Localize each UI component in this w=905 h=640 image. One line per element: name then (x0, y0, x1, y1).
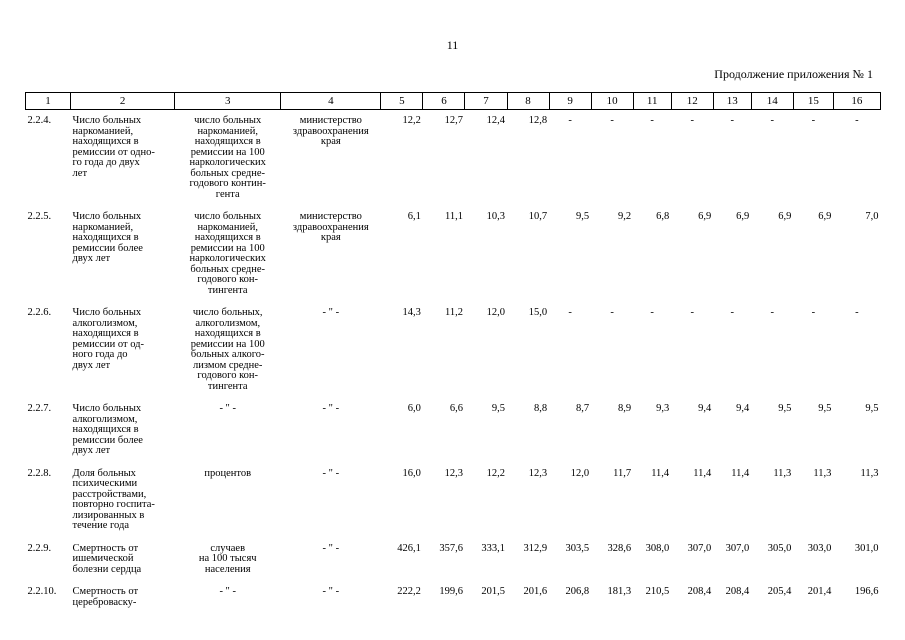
value-cell: 208,4 (687, 586, 712, 597)
column-header: 16 (833, 93, 880, 110)
value-cell: 6,1 (407, 211, 421, 222)
indicator-name: Число больных алкоголизмом, находящихся в ремиссии более двух лет (72, 403, 143, 456)
row-code: 2.2.10. (27, 586, 57, 597)
value-cell: - (730, 115, 734, 126)
value-cell: 15,0 (528, 307, 548, 318)
row-code: 2.2.4. (27, 115, 52, 126)
value-cell: 426,1 (397, 542, 421, 554)
column-header: 14 (751, 93, 793, 110)
value-cell: 11,2 (444, 307, 463, 318)
column-header: 10 (591, 93, 633, 110)
value-cell: - (568, 115, 572, 126)
indicator-name: Смертность от цереброваску- (72, 586, 139, 608)
value-cell: 12,2 (402, 115, 421, 126)
value-cell: 16,0 (402, 467, 421, 479)
column-header: 15 (793, 93, 833, 110)
column-header: 6 (423, 93, 465, 110)
value-cell: 11,4 (693, 467, 712, 479)
value-cell: 205,4 (767, 586, 792, 597)
value-cell: - (690, 307, 694, 318)
responsible-body: - " - (322, 403, 340, 414)
value-cell: 11,3 (773, 467, 792, 479)
value-cell: 333,1 (481, 542, 506, 554)
column-header: 7 (465, 93, 507, 110)
value-cell: 12,0 (570, 467, 590, 479)
value-cell: 6,9 (778, 211, 792, 222)
value-cell: 8,8 (533, 403, 548, 414)
value-cell: 12,0 (486, 307, 506, 318)
value-cell: 8,9 (618, 403, 632, 414)
indicator-name: Число больных наркоманией, находящихся в ремиссии более двух лет (72, 211, 143, 264)
value-cell: - (730, 307, 734, 318)
column-header: 4 (281, 93, 381, 110)
unit-of-measure: - " - (219, 586, 236, 597)
value-cell: 6,6 (449, 403, 463, 414)
value-cell: 206,8 (565, 586, 590, 597)
indicators-table (25, 92, 881, 614)
value-cell: - (770, 115, 775, 126)
responsible-body: министерство здравоохранения края (292, 115, 369, 147)
table-row (26, 398, 881, 463)
value-cell: 7,0 (865, 211, 879, 222)
value-cell: 11,4 (651, 467, 670, 479)
continuation-caption: Продолжение приложения № 1 (714, 67, 873, 81)
unit-of-measure: число больных, алкоголизмом, находящихся в ремиссии на 100 больных алкого- лизмом средне- годового кон- тингента (190, 307, 265, 392)
value-cell: 12,3 (528, 467, 548, 479)
indicator-name: Смертность от ишемической болезни сердца (72, 542, 142, 575)
page-number: 11 (446, 38, 459, 52)
value-cell: 14,3 (402, 307, 421, 318)
unit-of-measure: - " - (219, 403, 236, 414)
value-cell: 9,4 (698, 403, 712, 414)
table-row (26, 581, 881, 614)
table-row (26, 206, 881, 302)
table-row (26, 538, 881, 582)
value-cell: 6,9 (818, 211, 832, 222)
column-header: 12 (671, 93, 713, 110)
row-code: 2.2.7. (27, 403, 52, 414)
column-header: 3 (175, 93, 281, 110)
value-cell: 222,2 (397, 586, 421, 597)
value-cell: 303,0 (807, 542, 832, 554)
value-cell: 6,0 (407, 403, 421, 414)
value-cell: 6,8 (656, 211, 670, 222)
value-cell: 9,4 (736, 403, 750, 414)
value-cell: 6,9 (736, 211, 750, 222)
value-cell: 8,7 (575, 403, 590, 414)
value-cell: - (690, 115, 694, 126)
value-cell: 307,0 (725, 542, 750, 554)
table-header (26, 93, 881, 110)
responsible-body: - " - (322, 307, 340, 318)
value-cell: 301,0 (854, 542, 879, 554)
value-cell: - (610, 115, 614, 126)
row-code: 2.2.9. (27, 542, 52, 554)
value-cell: 9,2 (618, 211, 632, 222)
value-cell: 11,1 (444, 211, 463, 222)
responsible-body: министерство здравоохранения края (292, 211, 369, 243)
value-cell: 201,5 (481, 586, 506, 597)
value-cell: - (568, 307, 572, 318)
indicator-name: Число больных алкоголизмом, находящихся в ремиссии от од- ного года до двух лет (72, 307, 145, 371)
value-cell: 9,5 (575, 211, 590, 222)
responsible-body: - " - (322, 586, 340, 597)
value-cell: 208,4 (725, 586, 750, 597)
table-row (26, 110, 881, 207)
value-cell: 305,0 (767, 542, 792, 554)
row-code: 2.2.6. (27, 307, 52, 318)
value-cell: 12,2 (486, 467, 506, 479)
value-cell: 11,7 (613, 467, 632, 479)
responsible-body: - " - (322, 467, 340, 479)
table-row (26, 302, 881, 398)
value-cell: 9,5 (818, 403, 832, 414)
value-cell: - (650, 307, 654, 318)
value-cell: 312,9 (523, 542, 548, 554)
value-cell: 6,9 (698, 211, 712, 222)
value-cell: - (811, 115, 816, 126)
value-cell: 357,6 (439, 542, 463, 554)
value-cell: 9,3 (656, 403, 670, 414)
value-cell: 308,0 (645, 542, 670, 554)
column-header: 5 (381, 93, 423, 110)
row-code: 2.2.5. (27, 211, 52, 222)
value-cell: 307,0 (687, 542, 712, 554)
table-row (26, 463, 881, 538)
value-cell: 201,4 (807, 586, 832, 597)
value-cell: 210,5 (645, 586, 670, 597)
value-cell: 11,3 (813, 467, 832, 479)
unit-of-measure: число больных наркоманией, находящихся в ремиссии на 100 наркологических больных средне- годового контин- гента (189, 115, 266, 200)
value-cell: 10,3 (486, 211, 506, 222)
column-header: 1 (26, 93, 71, 110)
value-cell: 303,5 (565, 542, 590, 554)
value-cell: 12,7 (444, 115, 463, 126)
indicator-name: Число больных наркоманией, находящихся в ремиссии от одно- го года до двух лет (72, 115, 155, 179)
value-cell: 11,3 (860, 467, 879, 479)
value-cell: 10,7 (528, 211, 548, 222)
value-cell: 9,5 (491, 403, 506, 414)
responsible-body: - " - (322, 542, 340, 554)
value-cell: - (811, 307, 816, 318)
table-body (26, 110, 881, 615)
header-row (26, 93, 881, 110)
value-cell: 12,8 (528, 115, 548, 126)
value-cell: 12,3 (444, 467, 463, 479)
value-cell: 9,5 (778, 403, 792, 414)
column-header: 11 (633, 93, 671, 110)
value-cell: - (650, 115, 654, 126)
row-code: 2.2.8. (27, 467, 52, 479)
value-cell: - (610, 307, 614, 318)
value-cell: 328,6 (607, 542, 632, 554)
column-header: 8 (507, 93, 549, 110)
value-cell: 9,5 (865, 403, 879, 414)
value-cell: 12,4 (486, 115, 506, 126)
column-header: 9 (549, 93, 591, 110)
value-cell: 11,4 (731, 467, 750, 479)
unit-of-measure: процентов (204, 467, 252, 479)
column-header: 13 (713, 93, 751, 110)
value-cell: 199,6 (439, 586, 463, 597)
value-cell: 181,3 (607, 586, 632, 597)
column-header: 2 (71, 93, 175, 110)
value-cell: - (855, 115, 859, 126)
value-cell: - (855, 307, 859, 318)
indicator-name: Доля больных психическими расстройствами, повторно госпита- лизированных в течение года (72, 467, 155, 531)
unit-of-measure: число больных наркоманией, находящихся в ремиссии на 100 наркологических больных средне- годового кон- тингента (189, 211, 266, 296)
value-cell: 196,6 (854, 586, 879, 597)
value-cell: - (770, 307, 775, 318)
value-cell: 201,6 (523, 586, 548, 597)
unit-of-measure: случаев на 100 тысяч населения (198, 542, 257, 575)
